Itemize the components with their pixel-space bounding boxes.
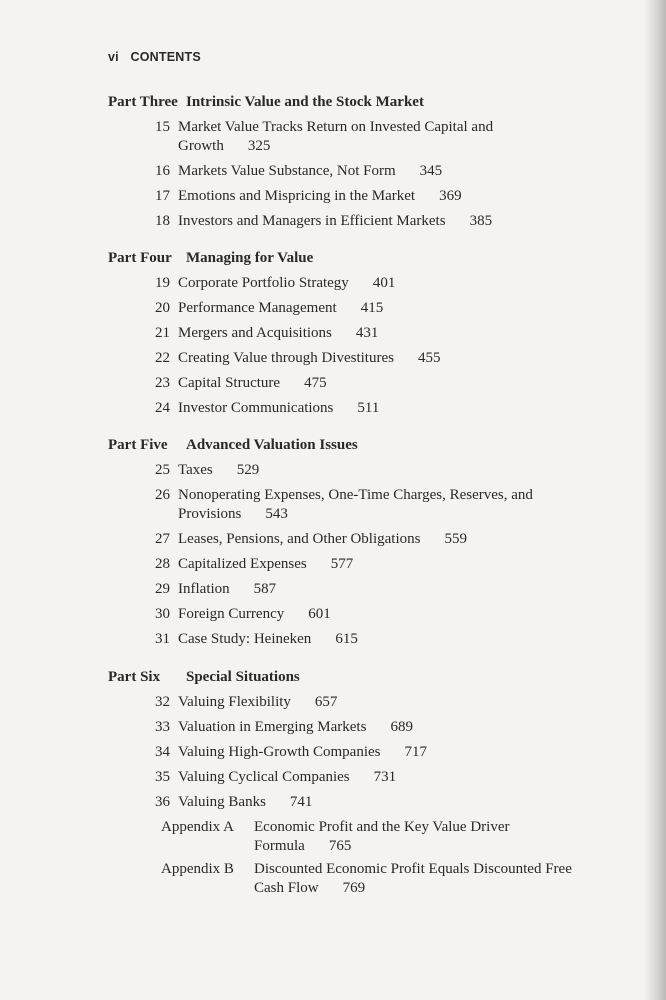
chapter-title: Investors and Managers in Efficient Markets [178, 213, 446, 229]
chapter-page: 511 [357, 400, 380, 416]
page-edge-shadow [644, 0, 666, 1000]
part-title: Managing for Value [186, 250, 314, 266]
appendix-title: Economic Profit and the Key Value Driver Formula [254, 819, 510, 854]
chapter-number: 24 [155, 400, 170, 416]
chapter-page: 369 [439, 188, 462, 204]
toc-entry [108, 530, 628, 549]
chapter-text [178, 530, 538, 549]
appendix-page: 765 [328, 838, 352, 854]
chapter-number: 21 [155, 325, 170, 341]
chapter-page: 587 [253, 581, 277, 597]
chapter-title: Valuing Cyclical Companies [178, 769, 350, 785]
chapter-text [178, 580, 538, 599]
part-five-section [108, 437, 628, 655]
chapter-title: Performance Management [178, 300, 337, 316]
toc-entry [108, 324, 628, 343]
chapter-title: Creating Value through Divestitures [178, 350, 394, 366]
chapter-title: Capitalized Expenses [178, 556, 307, 572]
chapter-text [178, 693, 538, 712]
appendix-label: Appendix A [161, 819, 234, 835]
chapter-text [178, 324, 538, 343]
toc-entry [108, 486, 628, 524]
chapter-number: 34 [155, 744, 170, 760]
toc-entry [108, 374, 628, 393]
part-label: Part Five [108, 437, 168, 453]
part-heading [108, 437, 628, 461]
appendix-text [254, 860, 574, 898]
chapter-title: Nonoperating Expenses, One-Time Charges, Reserves, and Provisions [178, 487, 533, 522]
chapter-text [178, 349, 538, 368]
toc-entry [108, 793, 628, 812]
chapter-page: 689 [390, 719, 413, 735]
chapter-number: 20 [155, 300, 170, 316]
chapter-page: 401 [372, 275, 396, 291]
appendix-page: 769 [342, 880, 366, 896]
chapter-text [178, 374, 538, 393]
chapter-page: 529 [236, 462, 260, 478]
chapter-title: Valuation in Emerging Markets [178, 719, 367, 735]
part-title: Advanced Valuation Issues [186, 437, 358, 453]
toc-entry [108, 718, 628, 737]
chapter-text [178, 187, 538, 206]
chapter-title: Capital Structure [178, 375, 281, 391]
chapter-number: 29 [155, 581, 170, 597]
toc-entry [108, 768, 628, 787]
appendix-entry [108, 818, 628, 856]
chapter-title: Inflation [178, 581, 230, 597]
chapter-page: 345 [419, 163, 443, 179]
chapter-text [178, 299, 538, 318]
chapter-page: 717 [404, 744, 427, 760]
header-title: CONTENTS [130, 50, 201, 64]
part-title: Special Situations [186, 669, 300, 685]
part-label: Part Three [108, 94, 178, 110]
chapter-page: 431 [355, 325, 379, 341]
chapter-text [178, 743, 538, 762]
chapter-number: 15 [155, 119, 170, 135]
part-label: Part Four [108, 250, 172, 266]
part-six-section [108, 669, 628, 902]
chapter-text [178, 486, 538, 524]
chapter-title: Valuing Flexibility [178, 694, 291, 710]
chapter-number: 16 [155, 163, 170, 179]
part-four-section [108, 250, 628, 424]
toc-entry [108, 743, 628, 762]
chapter-page: 543 [265, 506, 288, 522]
chapter-number: 19 [155, 275, 170, 291]
chapter-number: 25 [155, 462, 170, 478]
chapter-page: 559 [444, 531, 467, 547]
toc-entry [108, 399, 628, 418]
chapter-text [178, 212, 538, 231]
appendix-label: Appendix B [161, 861, 234, 877]
chapter-text [178, 118, 498, 156]
chapter-number: 17 [155, 188, 170, 204]
chapter-page: 475 [304, 375, 327, 391]
chapter-text [178, 768, 538, 787]
toc-entry [108, 274, 628, 293]
chapter-page: 731 [373, 769, 397, 785]
chapter-number: 28 [155, 556, 170, 572]
toc-entry [108, 555, 628, 574]
chapter-text [178, 274, 538, 293]
chapter-title: Valuing Banks [178, 794, 266, 810]
toc-entry [108, 580, 628, 599]
chapter-title: Leases, Pensions, and Other Obligations [178, 531, 421, 547]
chapter-title: Investor Communications [178, 400, 334, 416]
toc-entry [108, 349, 628, 368]
chapter-number: 31 [155, 631, 170, 647]
chapter-page: 325 [247, 138, 271, 154]
chapter-number: 36 [155, 794, 170, 810]
chapter-title: Market Value Tracks Return on Invested Capital and Growth [178, 119, 494, 154]
toc-entry [108, 461, 628, 480]
toc-entry [108, 118, 628, 156]
chapter-text [178, 162, 538, 181]
chapter-number: 30 [155, 606, 170, 622]
chapter-text [178, 630, 538, 649]
chapter-number: 22 [155, 350, 170, 366]
part-heading [108, 669, 628, 693]
part-heading [108, 94, 628, 118]
chapter-page: 741 [289, 794, 313, 810]
chapter-title: Case Study: Heineken [178, 631, 312, 647]
toc-entry [108, 693, 628, 712]
chapter-page: 615 [335, 631, 358, 647]
chapter-text [178, 718, 538, 737]
chapter-title: Foreign Currency [178, 606, 285, 622]
toc-entry [108, 212, 628, 231]
part-three-section [108, 94, 628, 237]
chapter-number: 27 [155, 531, 170, 547]
chapter-number: 33 [155, 719, 170, 735]
chapter-title: Markets Value Substance, Not Form [178, 163, 396, 179]
chapter-number: 26 [155, 487, 170, 503]
chapter-page: 657 [314, 694, 338, 710]
chapter-number: 23 [155, 375, 170, 391]
chapter-text [178, 461, 538, 480]
appendix-title: Discounted Economic Profit Equals Discounted Free Cash Flow [254, 861, 572, 896]
chapter-title: Valuing High-Growth Companies [178, 744, 381, 760]
header-page-number: vi [108, 50, 119, 64]
chapter-text [178, 605, 538, 624]
appendix-text [254, 818, 524, 856]
chapter-number: 35 [155, 769, 170, 785]
part-heading [108, 250, 628, 274]
toc-entry [108, 299, 628, 318]
chapter-text [178, 793, 538, 812]
chapter-page: 455 [417, 350, 441, 366]
chapter-title: Emotions and Mispricing in the Market [178, 188, 416, 204]
toc-entry [108, 187, 628, 206]
chapter-number: 32 [155, 694, 170, 710]
toc-entry [108, 162, 628, 181]
chapter-page: 385 [469, 213, 493, 229]
chapter-number: 18 [155, 213, 170, 229]
chapter-page: 601 [308, 606, 331, 622]
chapter-page: 577 [330, 556, 354, 572]
part-title: Intrinsic Value and the Stock Market [186, 94, 424, 110]
chapter-text [178, 399, 538, 418]
toc-entry [108, 605, 628, 624]
toc-entry [108, 630, 628, 649]
chapter-title: Taxes [178, 462, 213, 478]
chapter-title: Mergers and Acquisitions [178, 325, 332, 341]
chapter-page: 415 [360, 300, 384, 316]
chapter-title: Corporate Portfolio Strategy [178, 275, 349, 291]
chapter-text [178, 555, 538, 574]
running-header [108, 50, 201, 64]
appendix-entry [108, 860, 628, 898]
part-label: Part Six [108, 669, 161, 685]
